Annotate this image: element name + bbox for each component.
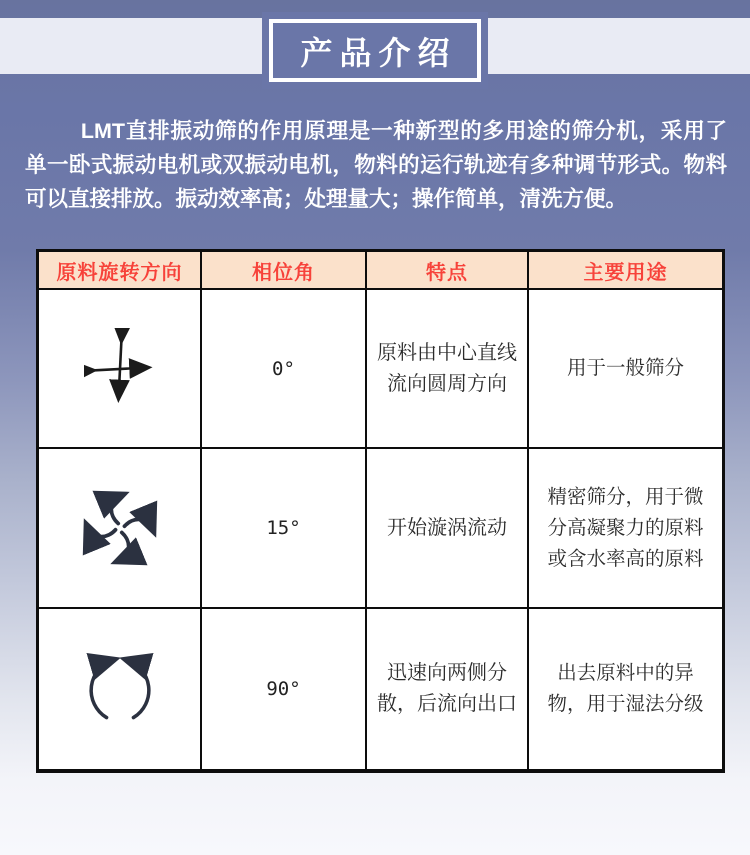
phase-angle-value: 15° xyxy=(201,448,366,608)
table-row xyxy=(38,289,724,448)
direction-cell xyxy=(38,448,202,608)
product-spec-table xyxy=(36,249,725,773)
table-header-row xyxy=(38,251,724,290)
phase-angle-value: 0° xyxy=(201,289,366,448)
swirl-arrows-icon xyxy=(39,482,200,574)
intro-paragraph: LMT直排振动筛的作用原理是一种新型的多用途的筛分机，采用了单一卧式振动电机或双振动电机，物料的运行轨迹有多种调节形式。物料可以直接排放。振动效率高；处理量大；操作简单，清洗方便。 xyxy=(25,119,727,211)
phase-angle-value: 90° xyxy=(201,608,366,771)
feature-text: 迅速向两侧分散，后流向出口 xyxy=(366,608,528,771)
feature-text: 开始漩涡流动 xyxy=(366,448,528,608)
table-row xyxy=(38,608,724,771)
title-box xyxy=(262,12,488,89)
circle-arrows-icon xyxy=(39,645,200,733)
title-box-border xyxy=(269,19,481,82)
direction-cell xyxy=(38,289,202,448)
main-use-text: 用于一般筛分 xyxy=(528,289,724,448)
hero-banner xyxy=(0,0,750,90)
main-use-text: 精密筛分，用于微分高凝聚力的原料或含水率高的原料 xyxy=(528,448,724,608)
header-rotation-direction: 原料旋转方向 xyxy=(38,251,202,290)
table-row xyxy=(38,448,724,608)
feature-text: 原料由中心直线流向圆周方向 xyxy=(366,289,528,448)
direction-cell xyxy=(38,608,202,771)
main-use-text: 出去原料中的异物，用于湿法分级 xyxy=(528,608,724,771)
page-title: 产品介绍 xyxy=(300,34,457,71)
header-main-use: 主要用途 xyxy=(528,251,724,290)
header-phase-angle: 相位角 xyxy=(201,251,366,290)
cross-arrows-icon xyxy=(39,328,200,410)
header-feature: 特点 xyxy=(366,251,528,290)
